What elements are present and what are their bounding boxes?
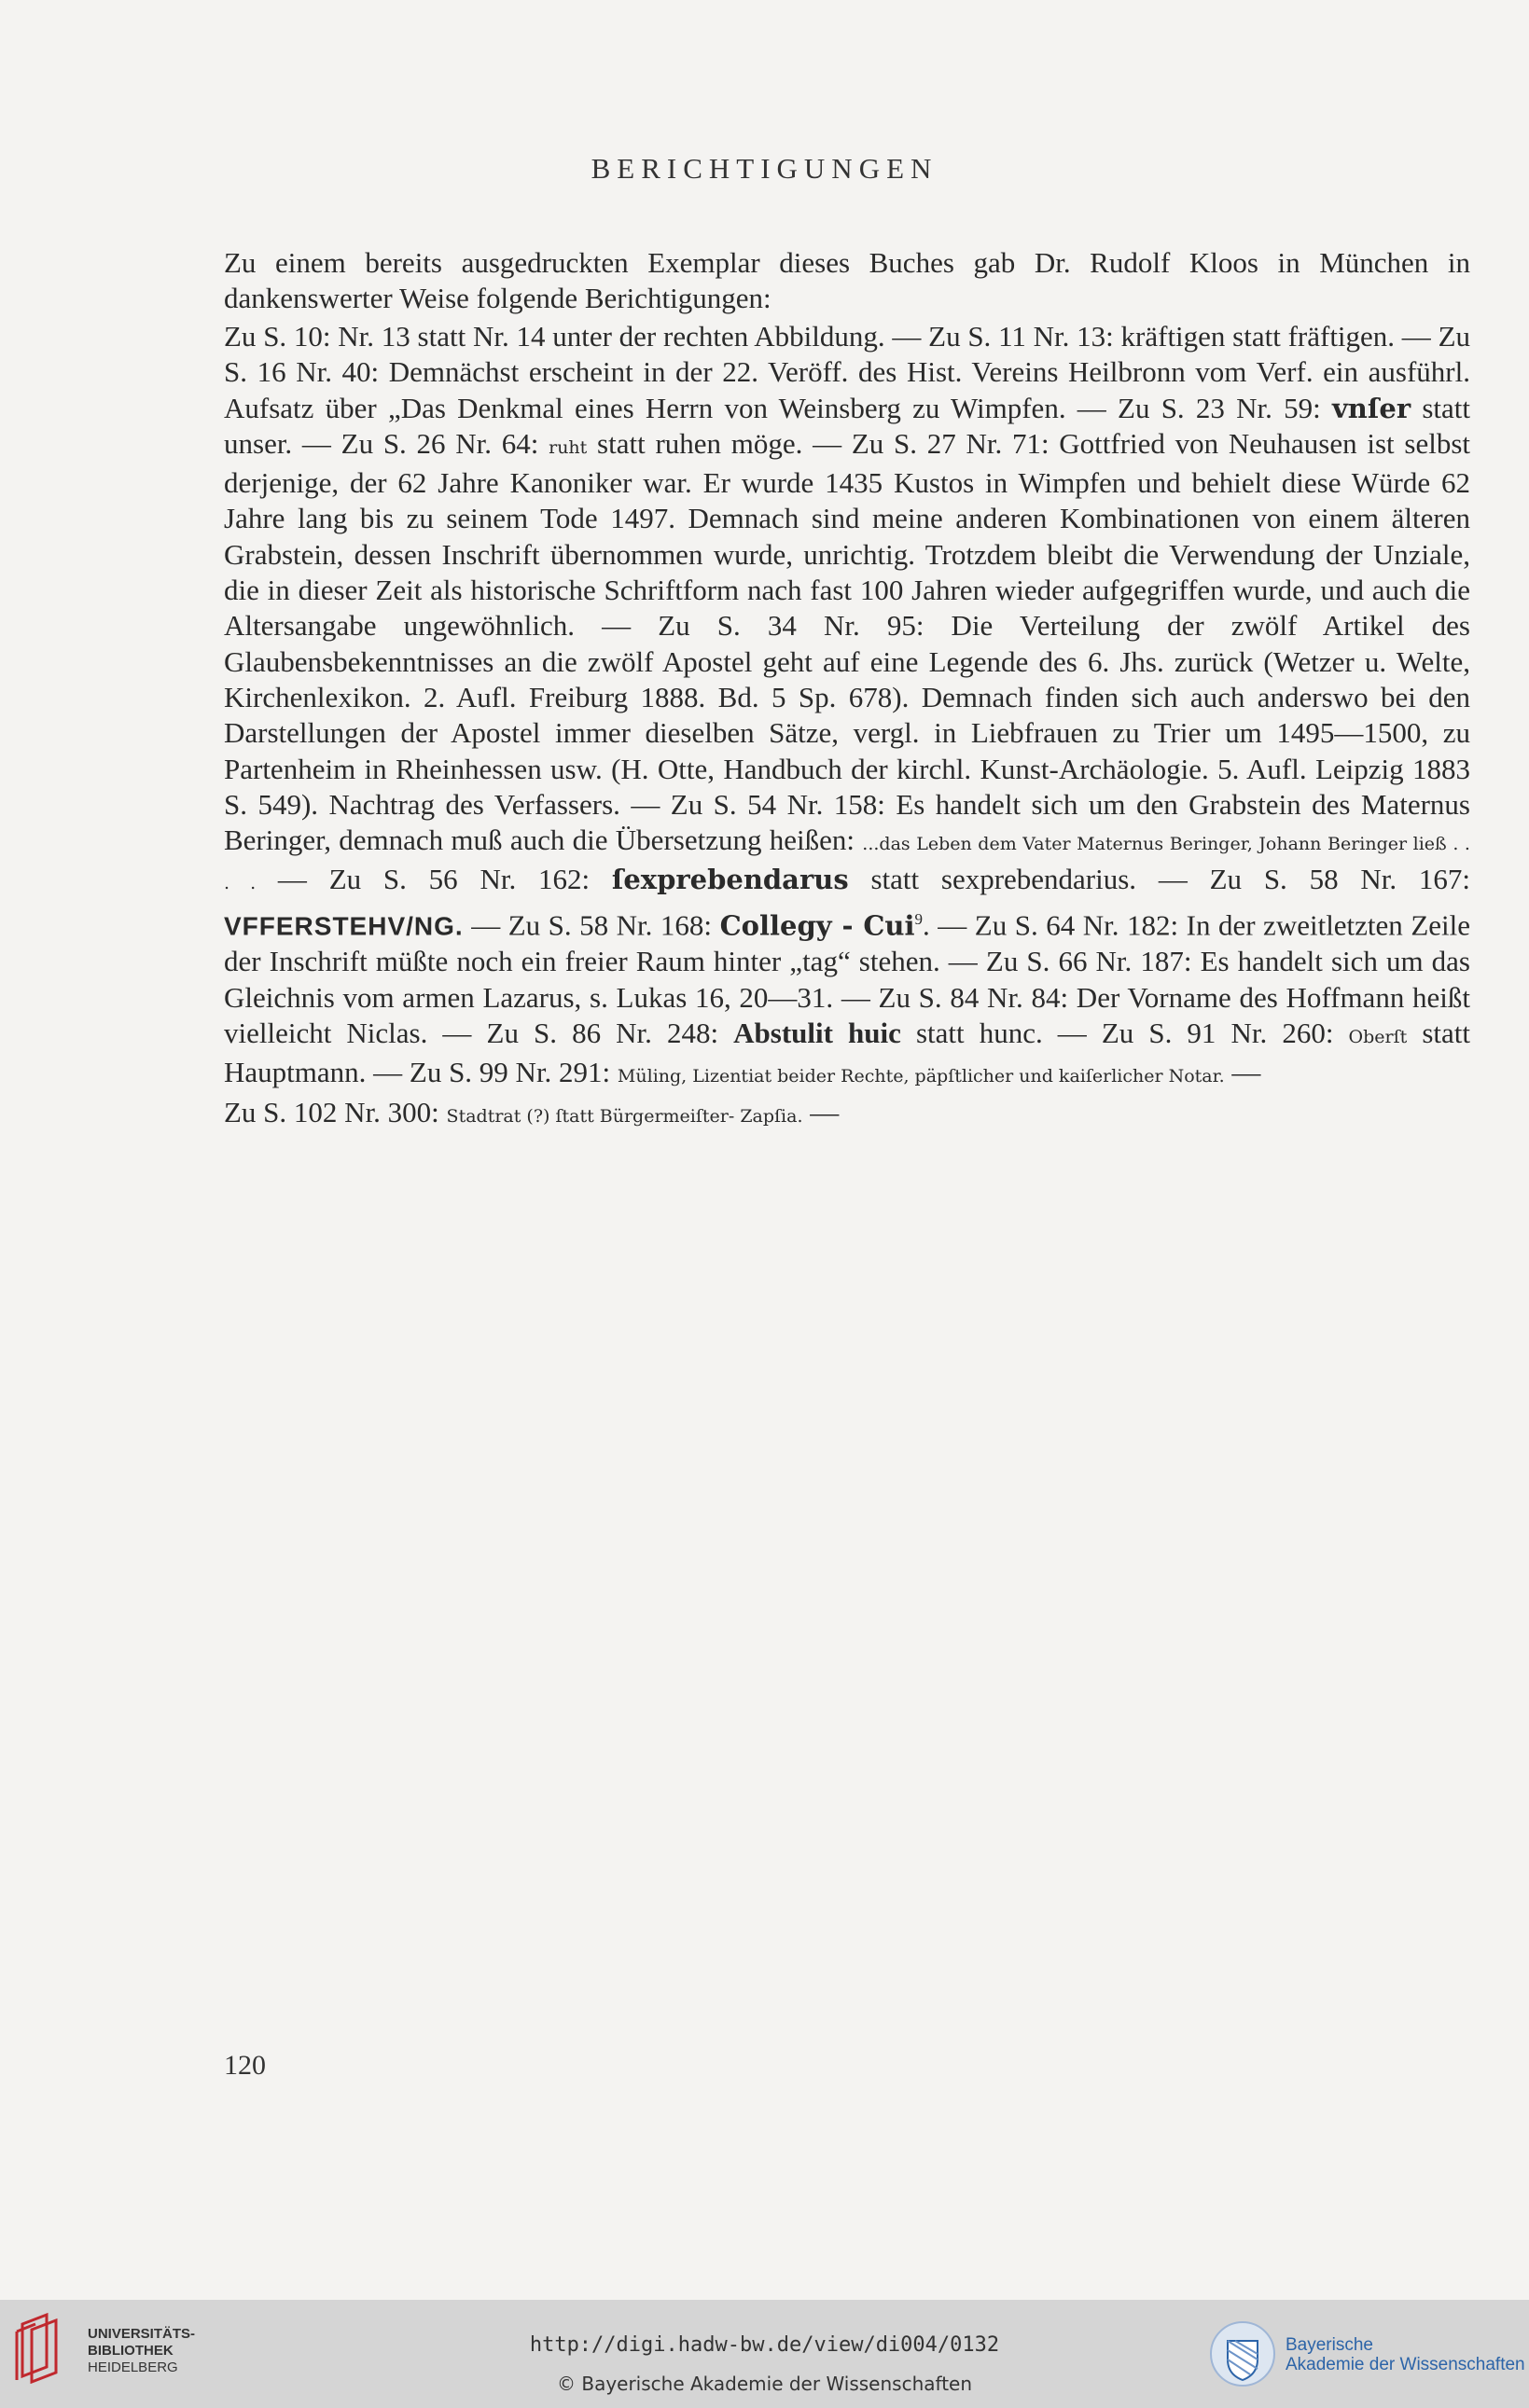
intro-paragraph: Zu einem bereits ausgedruckten Exemplar dieses Buches gab Dr. Rudolf Kloos in München in dankenswerter Weise folgende Berichtigungen: <box>224 246 1470 314</box>
fraktur-word: Oberſt <box>1348 1026 1408 1047</box>
footer-bar <box>0 2300 1529 2408</box>
ub-line: UNIVERSITÄTS- <box>88 2326 196 2342</box>
correction-text: Zu S. 102 Nr. 300: <box>224 1095 447 1128</box>
copyright-notice: © Bayerische Akademie der Wissenschaften <box>556 2373 973 2395</box>
baw-line: Bayerische <box>1286 2335 1373 2355</box>
baw-line: Akademie der Wissenschaften <box>1286 2355 1525 2374</box>
fraktur-quote: ...das Leben dem Vater Maternus Beringer, Johann Beringer ließ . . . . <box>224 834 1470 894</box>
correction-text: — <box>1224 1056 1261 1089</box>
baw-logo-icon[interactable] <box>1207 2318 1278 2394</box>
fraktur-word: ruht <box>549 436 588 458</box>
fraktur-quote: Müling, Lizentiat beider Rechte, päpſtlicher und kaiſerlicher Notar. <box>617 1066 1225 1087</box>
superscript: 9 <box>914 909 924 928</box>
page-number: 120 <box>224 2050 266 2081</box>
fraktur-word: Collegy - Cui <box>719 909 915 942</box>
correction-text: statt unser. — Zu S. 26 Nr. 64: <box>224 391 1470 460</box>
fraktur-quote: Stadtrat (?) ſtatt Bürgermeiſter- Zapſia. <box>446 1105 803 1127</box>
fraktur-word: ſexprebendarus <box>611 864 849 896</box>
ub-line: BIBLIOTHEK <box>88 2343 174 2359</box>
page-title: BERICHTIGUNGEN <box>591 152 938 185</box>
correction-text: — Zu S. 56 Nr. 162: <box>256 863 612 896</box>
bold-inscription: Abstulit huic <box>733 1016 901 1049</box>
correction-text: . — Zu S. 64 Nr. 182: In der zweitletzten Zeile der Inschrift müßte noch ein freier Raum hinter „tag“ stehen. — Zu S. 66 Nr. 187: Es handelt sich um das Gleichnis vom armen Lazarus, s. Lukas 16, 20—31. — Zu S. 84 Nr. 84: Der Vorname des Hoffmann heißt vielleicht Niclas. — Zu S. 86 Nr. 248: <box>224 908 1470 1049</box>
correction-text: — <box>802 1095 840 1128</box>
correction-text: statt ruhen möge. — Zu S. 27 Nr. 71: Gottfried von Neuhausen ist selbst derjenige, der 62 Jahre Kanoniker war. Er wurde 1435 Kustos in Wimpfen und behielt diese Würde 62 Jahre lang bis zu seinem Tode 1497. Demnach sind meine anderen Kombinationen von einem älteren Grabstein, dessen Inschrift übernommen wurde, unrichtig. Trotzdem bleibt die Verwendung der Unziale, die in dieser Zeit als historische Schriftform nach fast 100 Jahren wieder aufgegriffen wurde, und auch die Altersangabe ungewöhnlich. — Zu S. 34 Nr. 95: Die Verteilung der zwölf Artikel des Glaubensbekenntnisses an die zwölf Apostel geht auf eine Legende des 6. Jhs. zurück (Wetzer u. Welte, Kirchenlexikon. 2. Aufl. Freiburg 1888. Bd. 5 Sp. 678). Demnach finden sich auch anderswo bei den Darstellungen der Apostel immer dieselben Sätze, vergl. in Liebfrauen zu Trier um 1495—1500, zu Partenheim in Rheinhessen usw. (H. Otte, Handbuch der kirchl. Kunst-Archäologie. 5. Aufl. Leipzig 1883 S. 549). Nachtrag des Verfassers. — Zu S. 54 Nr. 158: Es handelt sich um den Grabstein des Maternus Beringer, demnach muß auch die Übersetzung heißen: <box>224 426 1470 857</box>
correction-text: statt hunc. — Zu S. 91 Nr. 260: <box>900 1016 1349 1049</box>
correction-text: statt Hauptmann. — Zu S. 99 Nr. 291: <box>224 1016 1470 1089</box>
correction-text: — Zu S. 58 Nr. 168: <box>463 908 720 942</box>
corrections-paragraph <box>224 319 1470 1134</box>
correction-text: Zu S. 10: Nr. 13 statt Nr. 14 unter der rechten Abbildung. — Zu S. 11 Nr. 13: kräftigen statt fräftigen. — Zu S. 16 Nr. 40: Demnächst erscheint in der 22. Veröff. des Hist. Vereins Heilbronn vom Verf. ein ausführl. Aufsatz über „Das Denkmal eines Herrn von Weinsberg zu Wimpfen. — Zu S. 23 Nr. 59: <box>224 320 1470 424</box>
permalink-url[interactable]: http://digi.hadw-bw.de/view/di004/0132 <box>529 2333 1000 2357</box>
baw-text <box>1286 2335 1525 2374</box>
fraktur-word: vnſer <box>1331 392 1411 424</box>
correction-text: statt sexprebendarius. — Zu S. 58 Nr. 167: <box>848 863 1470 896</box>
inscription-caps: VFFERSTEHV/NG. <box>224 911 464 941</box>
ub-line: HEIDELBERG <box>88 2360 178 2375</box>
